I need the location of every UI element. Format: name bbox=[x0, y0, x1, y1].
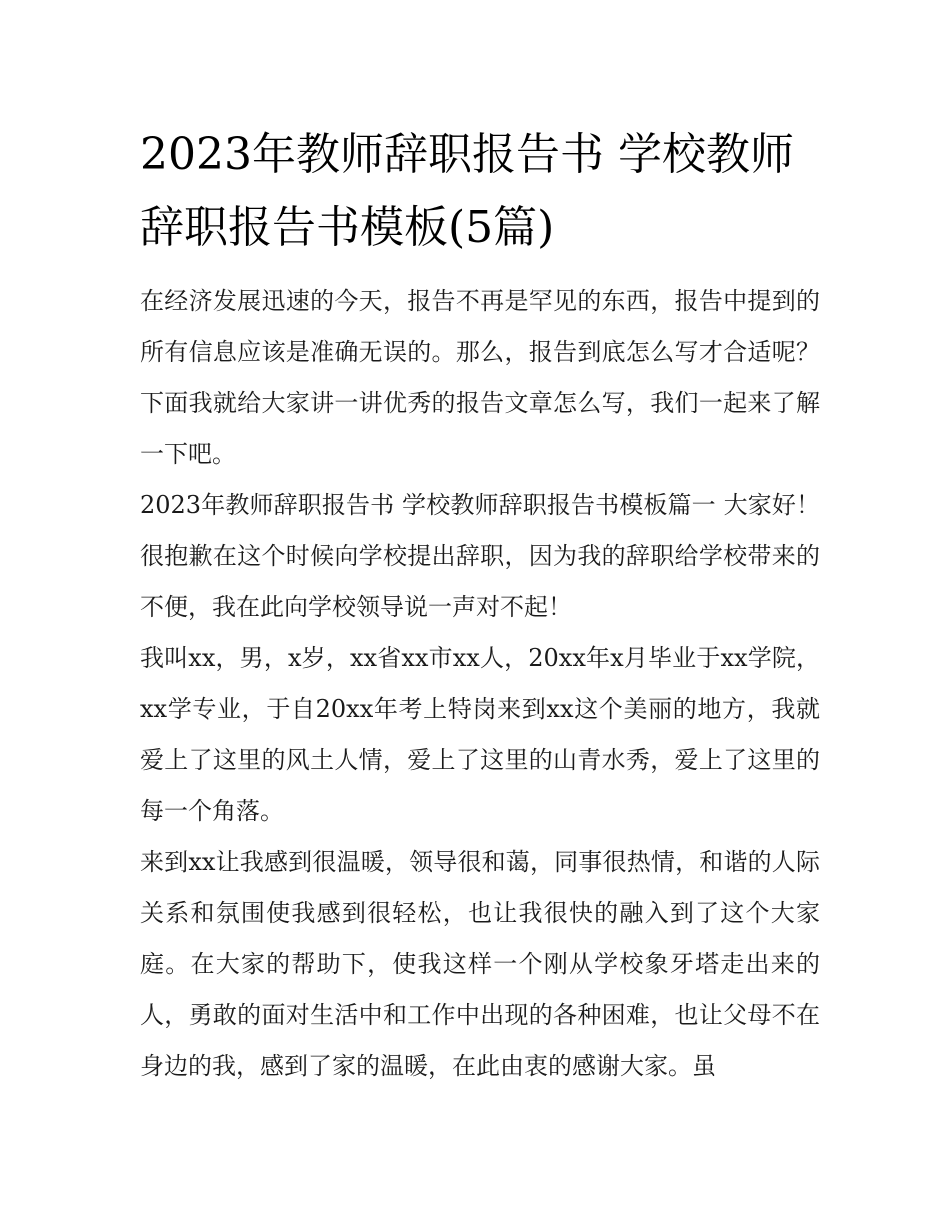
document-title: 2023年教师辞职报告书 学校教师辞职报告书模板(5篇) bbox=[140, 129, 794, 253]
paragraph-intro: 在经济发展迅速的今天，报告不再是罕见的东西，报告中提到的所有信息应该是准确无误的。那么，报告到底怎么写才合适呢？下面我就给大家讲一讲优秀的报告文章怎么写，我们一起来了解一下吧。 bbox=[140, 287, 820, 468]
paragraph-greeting: 2023年教师辞职报告书 学校教师辞职报告书模板篇一 大家好！ 很抱歉在这个时候向学校提出辞职，因为我的辞职给学校带来的不便，我在此向学校领导说一声对不起！ bbox=[140, 491, 820, 621]
paragraph-self-introduction: 我叫xx，男，x岁，xx省xx市xx人，20xx年x月毕业于xx学院，xx学专业，于自20xx年考上特岗来到xx这个美丽的地方，我就爱上了这里的风土人情，爱上了这里的山青水秀，爱上了这里的每一个角落。 bbox=[140, 644, 820, 825]
paragraph-gratitude: 来到xx让我感到很温暖，领导很和蔼，同事很热情，和谐的人际关系和氛围使我感到很轻松，也让我很快的融入到了这个大家庭。在大家的帮助下，使我这样一个刚从学校象牙塔走出来的人，勇敢的面对生活中和工作中出现的各种困难，也让父母不在身边的我，感到了家的温暖，在此由衷的感谢大家。虽 bbox=[140, 848, 820, 1080]
document-body bbox=[140, 276, 820, 1092]
